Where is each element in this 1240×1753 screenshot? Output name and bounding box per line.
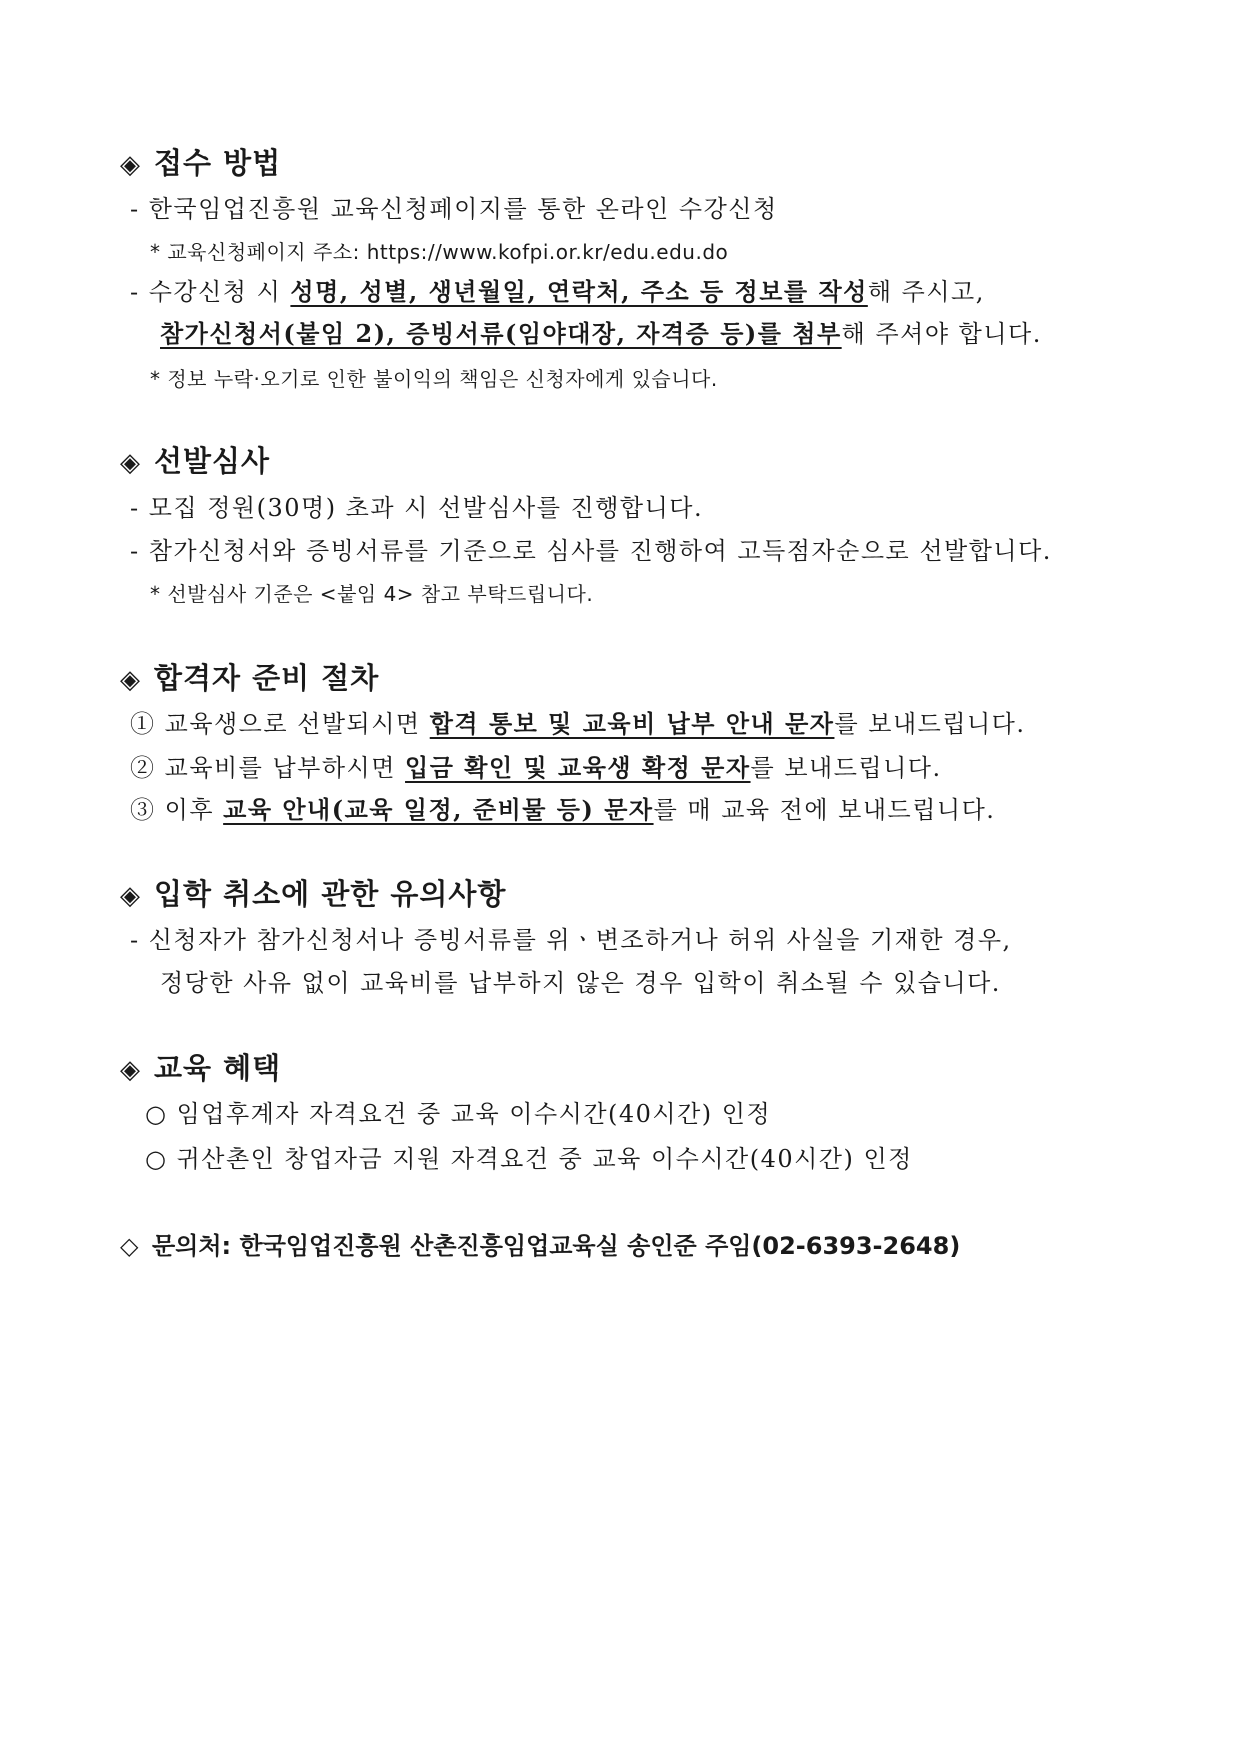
benefit-line-2: ○ 귀산촌인 창업자금 지원 자격요건 중 교육 이수시간(40시간) 인정 [145, 1145, 913, 1173]
section-title-benefit: ◈ 교육 혜택 [120, 1050, 281, 1088]
contact-info: ◇ 문의처: 한국임업진흥원 산촌진흥임업교육실 송인준 주임(02-6393-2648) [120, 1232, 961, 1260]
prep-step-1: ① 교육생으로 선발되시면 합격 통보 및 교육비 납부 안내 문자를 보내드립니다. [130, 709, 1026, 738]
apply-line-2: - 수강신청 시 성명, 성별, 생년월일, 연락처, 주소 등 정보를 작성해 주시고, [130, 277, 985, 306]
diamond-icon: ◈ [120, 881, 141, 911]
diamond-icon: ◈ [120, 665, 141, 695]
diamond-icon: ◈ [120, 150, 141, 180]
hollow-diamond-icon: ◇ [120, 1232, 139, 1260]
apply-line-1: - 한국임업진흥원 교육신청페이지를 통한 온라인 수강신청 [130, 195, 778, 223]
required-info-underline: 성명, 성별, 생년월일, 연락처, 주소 등 정보를 작성 [290, 277, 868, 306]
apply-line-3: 참가신청서(붙임 2), 증빙서류(임야대장, 자격증 등)를 첨부해 주셔야 합니다. [160, 319, 1042, 348]
selection-line-2: - 참가신청서와 증빙서류를 기준으로 심사를 진행하여 고득점자순으로 선발합니다. [130, 537, 1052, 565]
prep-step-3: ③ 이후 교육 안내(교육 일정, 준비물 등) 문자를 매 교육 전에 보내드립니다. [130, 795, 996, 824]
cancel-line-2: 정당한 사유 없이 교육비를 납부하지 않은 경우 입학이 취소될 수 있습니다. [160, 969, 1001, 997]
benefit-line-1: ○ 임업후계자 자격요건 중 교육 이수시간(40시간) 인정 [145, 1100, 772, 1128]
section-title-selection: ◈ 선발심사 [120, 443, 270, 481]
diamond-icon: ◈ [120, 1055, 141, 1085]
section-title-prep: ◈ 합격자 준비 절차 [120, 660, 379, 698]
selection-note: * 선발심사 기준은 <붙임 4> 참고 부탁드립니다. [150, 582, 594, 606]
diamond-icon: ◈ [120, 448, 141, 478]
cancel-line-1: - 신청자가 참가신청서나 증빙서류를 위ㆍ변조하거나 허위 사실을 기재한 경우, [130, 926, 1012, 954]
selection-line-1: - 모집 정원(30명) 초과 시 선발심사를 진행합니다. [130, 494, 704, 522]
apply-note-liability: * 정보 누락·오기로 인한 불이익의 책임은 신청자에게 있습니다. [150, 367, 718, 391]
section-title-cancel: ◈ 입학 취소에 관한 유의사항 [120, 876, 506, 914]
prep-step-2: ② 교육비를 납부하시면 입금 확인 및 교육생 확정 문자를 보내드립니다. [130, 753, 942, 782]
attachments-underline: 참가신청서(붙임 2), 증빙서류(임야대장, 자격증 등)를 첨부 [160, 319, 842, 348]
section-title-apply: ◈ 접수 방법 [120, 145, 281, 183]
apply-note-url: * 교육신청페이지 주소: https://www.kofpi.or.kr/edu.edu.do [150, 240, 729, 264]
